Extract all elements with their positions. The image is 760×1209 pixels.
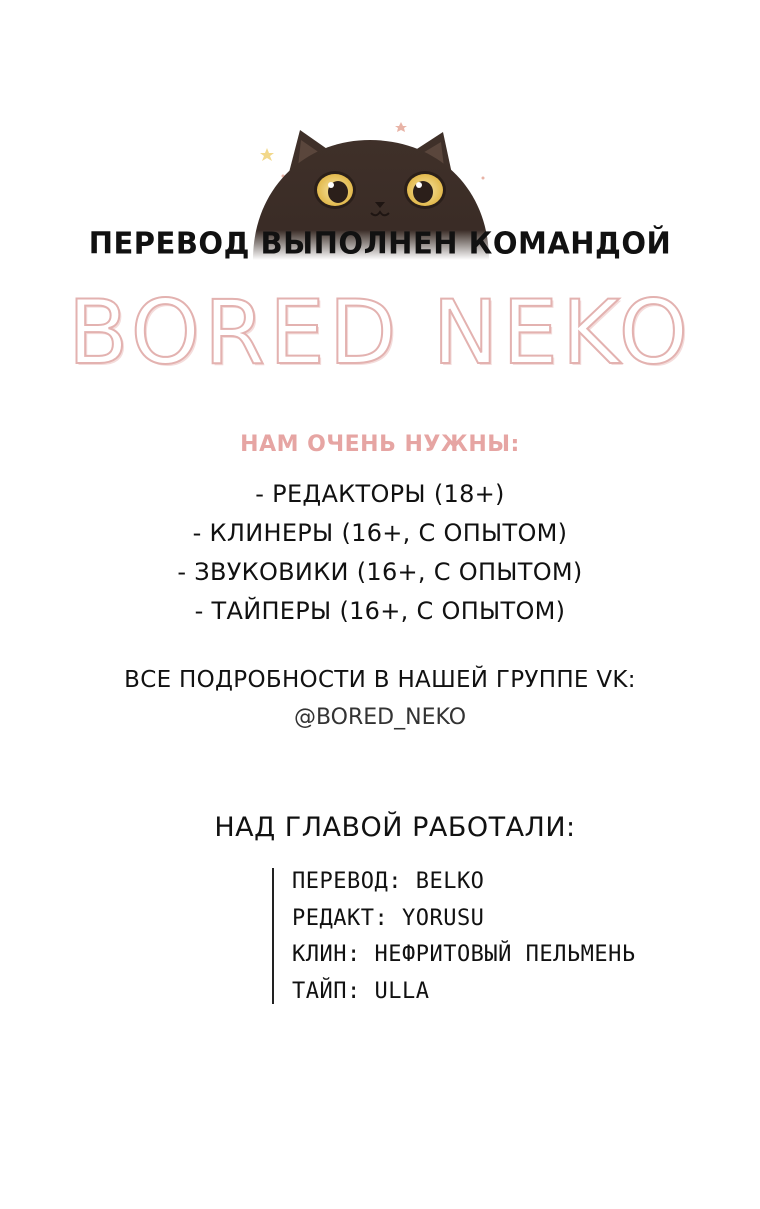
contact-details-text: ВСЕ ПОДРОБНОСТИ В НАШЕЙ ГРУППЕ VK:: [124, 667, 636, 693]
recruit-title: НАМ ОЧЕНЬ НУЖНЫ:: [240, 432, 520, 457]
recruit-roles-list: [0, 475, 760, 631]
chapter-credits-title: НАД ГЛАВОЙ РАБОТАЛИ:: [214, 812, 576, 843]
recruit-role-item: - РЕДАКТОРЫ (18+): [255, 480, 505, 508]
vk-group-handle: @BORED_NEKO: [293, 705, 467, 730]
recruit-role-item: - КЛИНЕРЫ (16+, С ОПЫТОМ): [192, 519, 568, 547]
recruit-role-item: - ЗВУКОВИКИ (16+, С ОПЫТОМ): [177, 558, 583, 586]
credits-divider: [272, 868, 274, 1004]
credit-item-translation: ПЕРЕВОД: BELKO: [292, 869, 485, 894]
team-brand-logo: BORED NEKO: [67, 281, 693, 384]
credit-item-typesetting: ТАЙП: ULLA: [292, 978, 430, 1004]
recruit-role-item: - ТАЙПЕРЫ (16+, С ОПЫТОМ): [194, 597, 566, 625]
team-credit-heading: ПЕРЕВОД ВЫПОЛНЕН КОМАНДОЙ: [88, 225, 672, 261]
credit-item-cleaning: КЛИН: НЕФРИТОВЫЙ ПЕЛЬМЕНЬ: [292, 942, 636, 967]
credit-item-editing: РЕДАКТ: YORUSU: [292, 905, 485, 931]
credits-list: [292, 864, 636, 1010]
